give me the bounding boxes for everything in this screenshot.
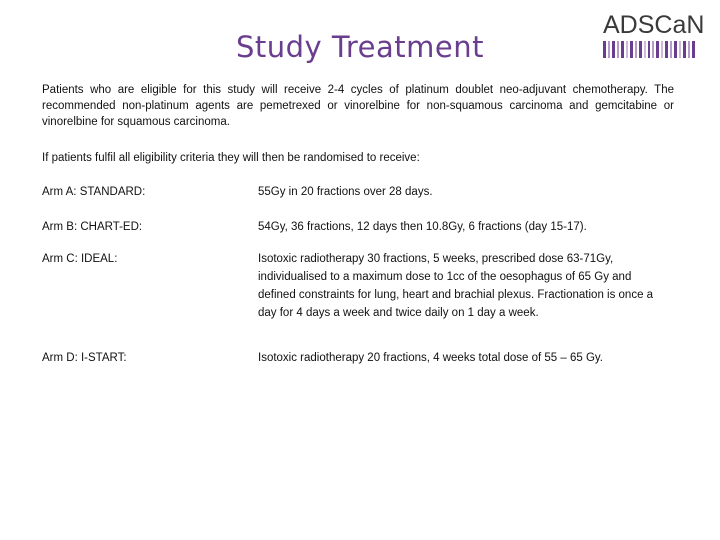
adscan-logo <box>603 11 705 64</box>
arm-description: 55Gy in 20 fractions over 28 days. <box>258 186 433 198</box>
logo-text: ADSCaN <box>603 11 705 39</box>
randomisation-lead: If patients fulfil all eligibility criteria they will then be randomised to receive: <box>42 152 420 164</box>
arm-description: Isotoxic radiotherapy 20 fractions, 4 weeks total dose of 55 – 65 Gy. <box>258 352 603 364</box>
intro-paragraph: Patients who are eligible for this study will receive 2-4 cycles of platinum doublet neo-adjuvant chemotherapy. The recommended non-platinum agents are pemetrexed or vinorelbine for non-squamous carcinoma and gemcitabine or vinorelbine for squamous carcinoma. <box>42 84 674 128</box>
arm-label: Arm B: CHART-ED: <box>42 221 143 233</box>
arm-description: 54Gy, 36 fractions, 12 days then 10.8Gy, 6 fractions (day 15-17). <box>258 221 587 233</box>
logo-barcode-icon <box>603 41 695 58</box>
arm-label: Arm A: STANDARD: <box>42 186 146 198</box>
arm-label: Arm C: IDEAL: <box>42 253 118 265</box>
arm-description: Isotoxic radiotherapy 30 fractions, 5 weeks, prescribed dose 63-71Gy, individualised to a maximum dose to 1cc of the oesophagus of 65 Gy and defined constraints for lung, heart and brachial plexus. Fractionation is once a day for 4 days a week and twice daily on 1 day a week. <box>258 253 654 319</box>
page-title: Study Treatment <box>235 30 484 64</box>
arm-label: Arm D: I-START: <box>42 352 127 364</box>
